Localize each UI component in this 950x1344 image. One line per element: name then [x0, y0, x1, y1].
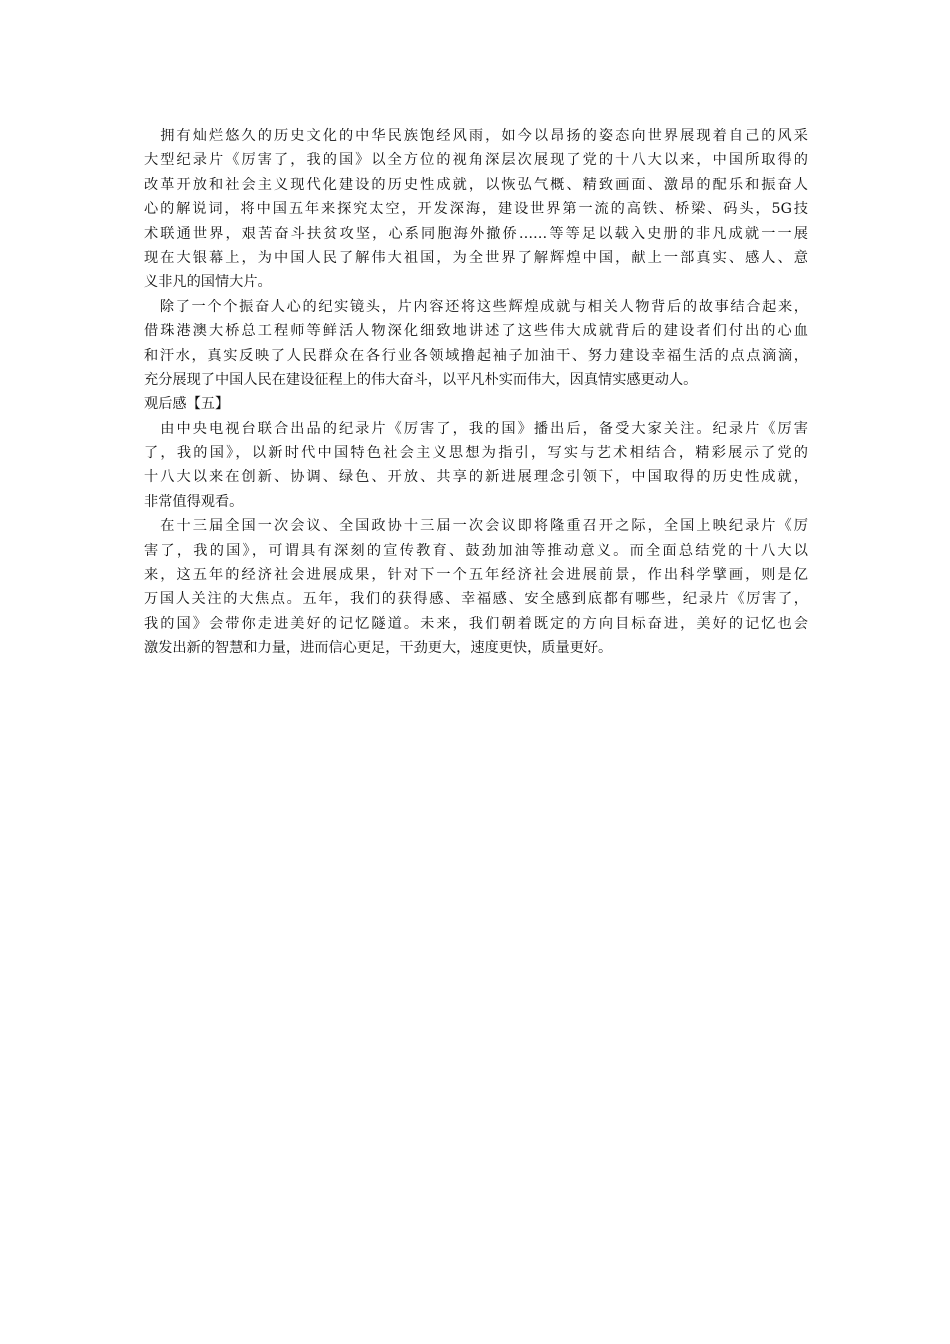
- paragraph-line: 充分展现了中国人民在建设征程上的伟大奋斗，以平凡朴实而伟大，因真情实感更动人。: [144, 371, 698, 388]
- paragraph-line: 除了一个个振奋人心的纪实镜头，片内容还将这些辉煌成就与相关人物背后的故事结合起来，: [144, 298, 808, 315]
- paragraph-3: [144, 417, 808, 515]
- paragraph-1: [144, 124, 808, 295]
- document-body: [144, 124, 808, 661]
- paragraph-line: 害了，我的国》，可谓具有深刻的宣传教育、鼓劲加油等推动意义。而全面总结党的十八大以: [144, 542, 808, 559]
- paragraph-line: 十八大以来在创新、协调、绿色、开放、共享的新进展理念引领下，中国取得的历史性成就，: [144, 469, 808, 486]
- paragraph-line: 改革开放和社会主义现代化建设的历史性成就，以恢弘气概、精致画面、激昂的配乐和振奋人: [144, 176, 808, 193]
- paragraph-line: 现在大银幕上，为中国人民了解伟大祖国，为全世界了解辉煌中国，献上一部真实、感人、意: [144, 249, 808, 266]
- paragraph-line: 大型纪录片《厉害了，我的国》以全方位的视角深层次展现了党的十八大以来，中国所取得的: [144, 152, 808, 169]
- paragraph-line: 了，我的国》，以新时代中国特色社会主义思想为指引，写实与艺术相结合，精彩展示了党的: [144, 445, 808, 462]
- paragraph-line: 义非凡的国情大片。: [144, 274, 272, 291]
- paragraph-line: 万国人关注的大焦点。五年，我们的获得感、幸福感、安全感到底都有哪些，纪录片《厉害了，: [144, 591, 808, 608]
- paragraph-4: [144, 514, 808, 660]
- paragraph-line: 心的解说词，将中国五年来探究太空，开发深海，建设世界第一流的高铁、桥梁、码头，5G技: [144, 201, 808, 218]
- paragraph-2: [144, 295, 808, 393]
- paragraph-line: 激发出新的智慧和力量，进而信心更足，干劲更大，速度更快，质量更好。: [144, 640, 613, 657]
- section-heading: 观后感【五】: [144, 396, 230, 413]
- paragraph-line: 和汗水，真实反映了人民群众在各行业各领域撸起袖子加油干、努力建设幸福生活的点点滴滴，: [144, 347, 808, 364]
- paragraph-line: 在十三届全国一次会议、全国政协十三届一次会议即将隆重召开之际，全国上映纪录片《厉: [144, 518, 808, 535]
- paragraph-line: 术联通世界，艰苦奋斗扶贫攻坚，心系同胞海外撤侨……等等足以载入史册的非凡成就一一展: [144, 225, 808, 242]
- paragraph-line: 非常值得观看。: [144, 493, 244, 510]
- paragraph-line: 我的国》会带你走进美好的记忆隧道。未来，我们朝着既定的方向目标奋进，美好的记忆也会: [144, 615, 808, 632]
- paragraph-line: 拥有灿烂悠久的历史文化的中华民族饱经风雨，如今以昂扬的姿态向世界展现着自己的风采: [144, 128, 808, 144]
- paragraph-line: 借珠港澳大桥总工程师等鲜活人物深化细致地讲述了这些伟大成就背后的建设者们付出的心血: [144, 323, 808, 340]
- paragraph-line: 由中央电视台联合出品的纪录片《厉害了，我的国》播出后，备受大家关注。纪录片《厉害: [144, 420, 808, 437]
- paragraph-line: 来，这五年的经济社会进展成果，针对下一个五年经济社会进展前景，作出科学擘画，则是亿: [144, 567, 808, 584]
